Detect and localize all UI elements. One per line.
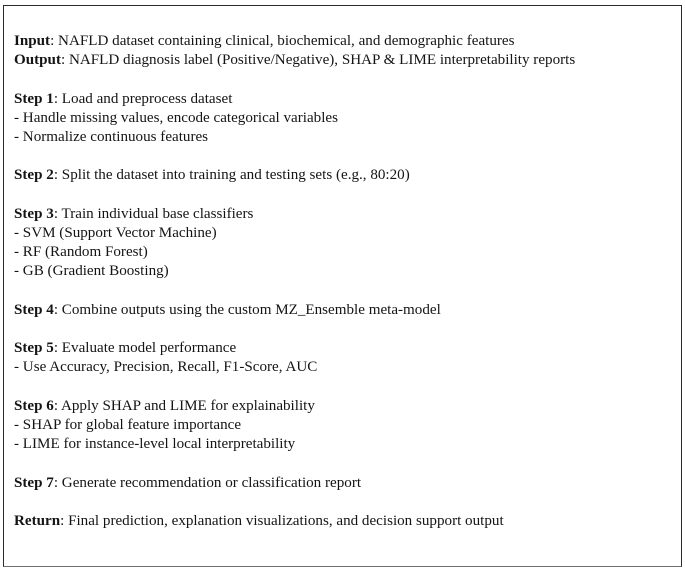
line-step-6 [14,397,675,416]
line-step-3-sub-2-text: - RF (Random Forest) [14,244,148,261]
line-return-label: Return [14,512,61,529]
line-step-6-sub-1 [14,416,675,435]
line-input [14,32,675,51]
line-step-3-sub-2 [14,243,675,262]
line-step-5-label: Step 5 [14,340,54,357]
line-step-5 [14,339,675,358]
line-step-6-text: : Apply SHAP and LIME for explainability [53,397,315,414]
line-step-1-sub-1-text: - Handle missing values, encode categorical variables [14,109,338,126]
line-input-text: : NAFLD dataset containing clinical, biochemical, and demographic features [50,33,515,49]
line-step-2 [14,166,675,185]
line-step-1-sub-1 [14,109,675,128]
line-step-7-label: Step 7 [14,474,54,491]
line-blank-8 [14,493,675,512]
line-step-1-text: : Load and preprocess dataset [53,90,233,107]
line-step-3-label: Step 3 [14,205,54,222]
line-step-3 [14,205,675,224]
line-blank-4 [14,282,675,301]
line-step-6-sub-2 [14,435,675,454]
line-step-1-label: Step 1 [14,90,54,107]
line-step-5-text: : Evaluate model performance [53,340,237,357]
line-step-3-text: : Train individual base classifiers [53,205,254,222]
line-step-4-label: Step 4 [14,301,54,318]
line-step-1-sub-2 [14,128,675,147]
line-step-3-sub-3-text: - GB (Gradient Boosting) [14,263,169,280]
line-blank-6 [14,378,675,397]
line-step-2-text: : Split the dataset into training and testing sets (e.g., 80:20) [53,167,410,184]
line-step-4-text: : Combine outputs using the custom MZ_Ensemble meta-model [53,301,441,318]
line-step-3-sub-1-text: - SVM (Support Vector Machine) [14,224,217,241]
line-output-text: : NAFLD diagnosis label (Positive/Negative), SHAP & LIME interpretability reports [60,52,576,69]
line-step-6-label: Step 6 [14,397,54,414]
line-blank-1 [14,70,675,89]
pseudocode-block [14,32,675,531]
line-output [14,51,675,70]
line-blank-7 [14,454,675,473]
line-step-3-sub-3 [14,262,675,281]
line-step-2-label: Step 2 [14,167,54,184]
line-step-5-sub-1 [14,358,675,377]
line-step-5-sub-1-text: - Use Accuracy, Precision, Recall, F1-Score, AUC [14,359,318,376]
line-blank-5 [14,320,675,339]
line-blank-2 [14,147,675,166]
line-return-text: : Final prediction, explanation visualizations, and decision support output [60,512,504,529]
line-step-7-text: : Generate recommendation or classification report [53,474,362,491]
line-step-4 [14,301,675,320]
line-step-7 [14,474,675,493]
line-step-6-sub-2-text: - LIME for instance-level local interpretability [14,436,296,453]
line-step-3-sub-1 [14,224,675,243]
line-step-1 [14,90,675,109]
line-step-1-sub-2-text: - Normalize continuous features [14,129,209,145]
line-return [14,512,675,531]
line-input-label: Input [14,33,51,49]
line-output-label: Output [14,52,61,69]
algorithm-figure-box [3,5,682,567]
line-blank-3 [14,186,675,205]
line-step-6-sub-1-text: - SHAP for global feature importance [14,416,242,433]
